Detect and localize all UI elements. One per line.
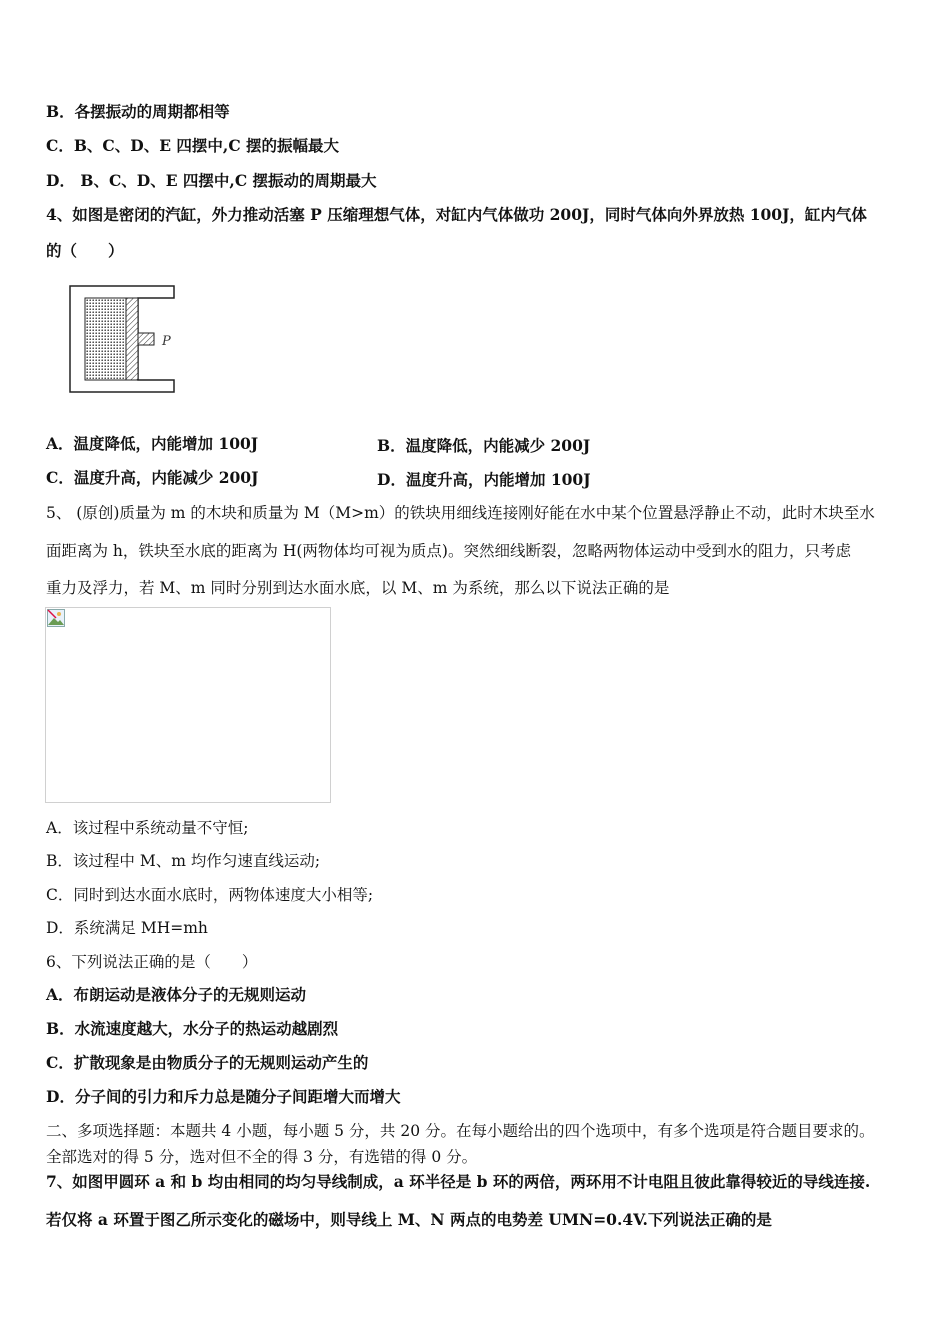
q6-option-b: B．水流速度越大，水分子的热运动越剧烈 (46, 1019, 339, 1038)
q3-option-b: B．各摆振动的周期都相等 (46, 102, 230, 121)
broken-image-placeholder (45, 607, 331, 803)
q6-stem: 6、下列说法正确的是（ ） (46, 953, 258, 971)
q3-option-d: D． B、C、D、E 四摆中,C 摆振动的周期最大 (46, 171, 377, 190)
piston-label: P (162, 334, 171, 349)
q5-stem-line2: 面距离为 h，铁块至水底的距离为 H(两物体均可视为质点)。突然细线断裂，忽略两物体运动中受到水的阻力，只考虑 (46, 542, 851, 560)
q6-option-c: C．扩散现象是由物质分子的无规则运动产生的 (46, 1053, 369, 1072)
q5-stem-line3: 重力及浮力，若 M、m 同时分别到达水面水底，以 M、m 为系统，那么以下说法正确的是 (46, 579, 670, 597)
q3-option-c: C．B、C、D、E 四摆中,C 摆的振幅最大 (46, 136, 340, 155)
q7-line1: 7、如图甲圆环 a 和 b 均由相同的均匀导线制成，a 环半径是 b 环的两倍，两环用不计电阻且彼此靠得较近的导线连接. (46, 1172, 871, 1191)
broken-image-icon (47, 609, 65, 627)
q5-option-c: C．同时到达水面水底时，两物体速度大小相等; (46, 886, 374, 904)
q4-option-a: A．温度降低，内能增加 100J (46, 434, 259, 453)
q7-line2: 若仅将 a 环置于图乙所示变化的磁场中，则导线上 M、N 两点的电势差 UMN=0.4V.下列说法正确的是 (46, 1210, 772, 1229)
q6-option-a: A．布朗运动是液体分子的无规则运动 (46, 985, 307, 1004)
q5-option-b: B．该过程中 M、m 均作匀速直线运动; (46, 852, 321, 870)
q4-stem-line2: 的（ ） (46, 241, 124, 260)
section2-line2: 全部选对的得 5 分，选对但不全的得 3 分，有选错的得 0 分。 (46, 1148, 478, 1166)
q4-stem-line1: 4、如图是密闭的汽缸，外力推动活塞 P 压缩理想气体，对缸内气体做功 200J，同时气体向外界放热 100J，缸内气体 (46, 205, 867, 224)
q4-option-b: B．温度降低，内能减少 200J (377, 436, 591, 455)
q4-option-d: D．温度升高，内能增加 100J (377, 470, 591, 489)
q4-option-c: C．温度升高，内能减少 200J (46, 468, 259, 487)
cylinder-piston-figure (68, 284, 188, 396)
q5-option-d: D．系统满足 MH=mh (46, 919, 208, 937)
q5-option-a: A．该过程中系统动量不守恒; (46, 819, 249, 837)
q5-stem-line1: 5、 (原创)质量为 m 的木块和质量为 M（M>m）的铁块用细线连接刚好能在水中某个位置悬浮静止不动，此时木块至水 (46, 504, 875, 522)
q6-option-d: D．分子间的引力和斥力总是随分子间距增大而增大 (46, 1087, 401, 1106)
section2-line1: 二、多项选择题：本题共 4 小题，每小题 5 分，共 20 分。在每小题给出的四个选项中，有多个选项是符合题目要求的。 (46, 1122, 875, 1140)
